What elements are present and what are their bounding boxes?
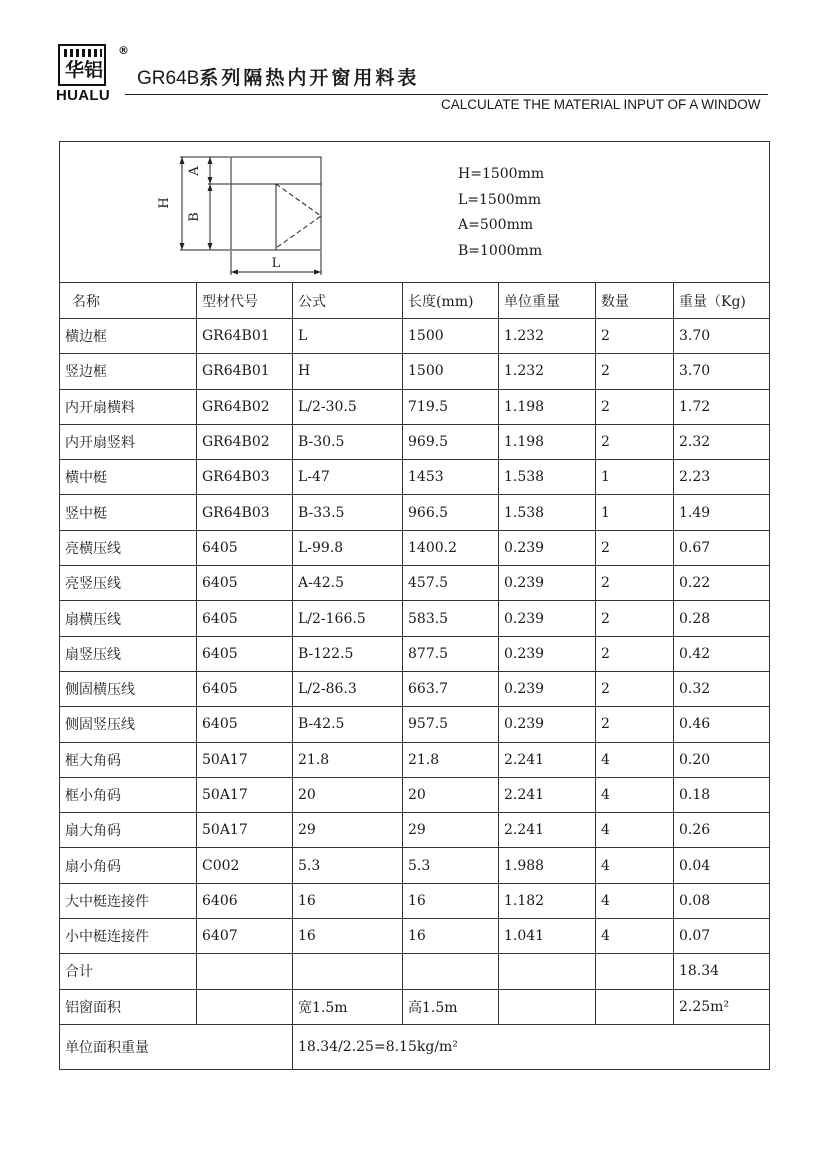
table-cell: GR64B01 xyxy=(197,354,293,389)
table-cell: 2 xyxy=(596,601,674,636)
table-cell: 20 xyxy=(293,777,403,812)
diagram-row xyxy=(60,142,770,283)
table-cell: 2 xyxy=(596,424,674,459)
table-cell: 21.8 xyxy=(403,742,499,777)
logo-box xyxy=(58,44,106,86)
area-height: 高1.5m xyxy=(403,989,499,1024)
h-arrow-top xyxy=(180,157,185,164)
table-cell: 0.42 xyxy=(674,636,770,671)
table-cell: 0.67 xyxy=(674,530,770,565)
a-arrow-top xyxy=(208,157,213,164)
table-cell: 4 xyxy=(596,848,674,883)
table-cell: C002 xyxy=(197,848,293,883)
table-cell: 亮竖压线 xyxy=(60,566,197,601)
table-row xyxy=(60,495,770,530)
table-cell: 侧固横压线 xyxy=(60,671,197,706)
page-subtitle: CALCULATE THE MATERIAL INPUT OF A WINDOW xyxy=(441,97,761,112)
table-cell: 横边框 xyxy=(60,319,197,354)
table-row xyxy=(60,813,770,848)
table-cell: 2.32 xyxy=(674,424,770,459)
table-cell: 框大角码 xyxy=(60,742,197,777)
table-cell: L-99.8 xyxy=(293,530,403,565)
table-row xyxy=(60,424,770,459)
table-cell: 6405 xyxy=(197,601,293,636)
table-cell: GR64B02 xyxy=(197,424,293,459)
unit-weight-label: 单位面积重量 xyxy=(60,1024,293,1069)
table-cell: A-42.5 xyxy=(293,566,403,601)
table-cell: L/2-30.5 xyxy=(293,389,403,424)
column-header: 长度(mm) xyxy=(403,283,499,319)
table-cell: 3.70 xyxy=(674,354,770,389)
column-header: 公式 xyxy=(293,283,403,319)
table-cell: 4 xyxy=(596,883,674,918)
table-cell: 小中梃连接件 xyxy=(60,919,197,954)
table-cell: 0.28 xyxy=(674,601,770,636)
table-cell: GR64B03 xyxy=(197,495,293,530)
table-cell: 3.70 xyxy=(674,319,770,354)
hualu-logo xyxy=(58,44,118,102)
dim-h: H=1500mm xyxy=(458,166,545,182)
table-cell: L-47 xyxy=(293,460,403,495)
table-cell: 0.26 xyxy=(674,813,770,848)
table-cell: 877.5 xyxy=(403,636,499,671)
table-cell: 0.20 xyxy=(674,742,770,777)
table-cell: 966.5 xyxy=(403,495,499,530)
table-row xyxy=(60,848,770,883)
table-cell: 1.232 xyxy=(499,319,596,354)
material-table xyxy=(59,141,770,1070)
label-b: B xyxy=(187,212,202,222)
label-l: L xyxy=(271,256,281,271)
table-cell: B-42.5 xyxy=(293,707,403,742)
total-label: 合计 xyxy=(60,954,197,989)
table-cell: 16 xyxy=(403,919,499,954)
table-cell: L/2-86.3 xyxy=(293,671,403,706)
table-cell: 内开扇横料 xyxy=(60,389,197,424)
empty-cell xyxy=(293,954,403,989)
table-cell: GR64B02 xyxy=(197,389,293,424)
table-row xyxy=(60,671,770,706)
table-cell: 6407 xyxy=(197,919,293,954)
table-cell: 2 xyxy=(596,671,674,706)
table-cell: 2 xyxy=(596,530,674,565)
table-cell: L/2-166.5 xyxy=(293,601,403,636)
table-cell: 0.239 xyxy=(499,530,596,565)
table-cell: 6406 xyxy=(197,883,293,918)
dim-a: A=500mm xyxy=(458,217,534,233)
b-arrow-bottom xyxy=(208,243,213,250)
table-cell: GR64B01 xyxy=(197,319,293,354)
table-cell: 20 xyxy=(403,777,499,812)
table-cell: 1.041 xyxy=(499,919,596,954)
registered-mark: ® xyxy=(118,44,129,57)
table-row xyxy=(60,919,770,954)
table-cell: B-30.5 xyxy=(293,424,403,459)
table-row xyxy=(60,636,770,671)
dim-b: B=1000mm xyxy=(458,242,543,259)
table-cell: 1 xyxy=(596,495,674,530)
table-cell: 29 xyxy=(293,813,403,848)
table-cell: 2 xyxy=(596,389,674,424)
window-diagram xyxy=(60,142,769,282)
empty-cell xyxy=(499,954,596,989)
table-cell: 2.23 xyxy=(674,460,770,495)
table-cell: 29 xyxy=(403,813,499,848)
total-weight: 18.34 xyxy=(674,954,770,989)
table-row xyxy=(60,707,770,742)
table-cell: 2 xyxy=(596,636,674,671)
header-rule xyxy=(125,94,768,95)
table-cell: 50A17 xyxy=(197,742,293,777)
table-cell: 719.5 xyxy=(403,389,499,424)
title-model: GR64B xyxy=(137,68,200,89)
dim-l: L=1500mm xyxy=(458,191,542,208)
logo-stripes-icon xyxy=(64,49,102,57)
table-cell: 0.46 xyxy=(674,707,770,742)
table-row xyxy=(60,777,770,812)
column-header: 重量（Kg) xyxy=(674,283,770,319)
empty-cell xyxy=(499,989,596,1024)
table-cell: 1.988 xyxy=(499,848,596,883)
table-cell: 0.239 xyxy=(499,636,596,671)
table-cell: 2 xyxy=(596,707,674,742)
page-title xyxy=(137,64,419,92)
table-cell: B-33.5 xyxy=(293,495,403,530)
total-row xyxy=(60,954,770,989)
table-cell: 6405 xyxy=(197,671,293,706)
table-cell: L xyxy=(293,319,403,354)
empty-cell xyxy=(596,989,674,1024)
table-row xyxy=(60,319,770,354)
table-row xyxy=(60,742,770,777)
table-row xyxy=(60,354,770,389)
area-label: 铝窗面积 xyxy=(60,989,197,1024)
table-row xyxy=(60,460,770,495)
table-cell: 0.04 xyxy=(674,848,770,883)
table-cell: 583.5 xyxy=(403,601,499,636)
table-cell: 16 xyxy=(403,883,499,918)
table-cell: 5.3 xyxy=(293,848,403,883)
table-cell: 6405 xyxy=(197,636,293,671)
unit-weight-row xyxy=(60,1024,770,1069)
table-row xyxy=(60,883,770,918)
table-row xyxy=(60,566,770,601)
table-cell: 21.8 xyxy=(293,742,403,777)
empty-cell xyxy=(403,954,499,989)
table-cell: 1.72 xyxy=(674,389,770,424)
table-cell: 1500 xyxy=(403,354,499,389)
table-cell: 竖边框 xyxy=(60,354,197,389)
h-arrow-bottom xyxy=(180,243,185,250)
table-cell: 16 xyxy=(293,919,403,954)
table-cell: 1.49 xyxy=(674,495,770,530)
table-cell: 1453 xyxy=(403,460,499,495)
area-value: 2.25m² xyxy=(674,989,770,1024)
table-cell: 957.5 xyxy=(403,707,499,742)
table-cell: 0.239 xyxy=(499,601,596,636)
table-cell: 1.182 xyxy=(499,883,596,918)
title-cn: 系列隔热内开窗用料表 xyxy=(199,67,420,89)
table-cell: 0.07 xyxy=(674,919,770,954)
table-cell: 4 xyxy=(596,742,674,777)
empty-cell xyxy=(596,954,674,989)
table-cell: 内开扇竖料 xyxy=(60,424,197,459)
table-cell: 横中梃 xyxy=(60,460,197,495)
table-cell: 4 xyxy=(596,813,674,848)
table-cell: 2 xyxy=(596,319,674,354)
header-row xyxy=(60,283,770,319)
unit-weight-value: 18.34/2.25=8.15kg/m² xyxy=(293,1024,770,1069)
table-cell: 0.08 xyxy=(674,883,770,918)
table-cell: 0.239 xyxy=(499,566,596,601)
table-cell: 16 xyxy=(293,883,403,918)
table-cell: 0.239 xyxy=(499,707,596,742)
table-cell: 扇小角码 xyxy=(60,848,197,883)
table-cell: 2.241 xyxy=(499,742,596,777)
l-arrow-left xyxy=(231,270,238,275)
table-cell: 亮横压线 xyxy=(60,530,197,565)
b-arrow-top xyxy=(208,184,213,191)
table-cell: B-122.5 xyxy=(293,636,403,671)
logo-cn-text: 华铝 xyxy=(64,59,103,81)
table-cell: 0.22 xyxy=(674,566,770,601)
table-cell: 50A17 xyxy=(197,813,293,848)
table-cell: 1500 xyxy=(403,319,499,354)
table-cell: 2.241 xyxy=(499,777,596,812)
table-cell: 扇竖压线 xyxy=(60,636,197,671)
table-cell: 侧固竖压线 xyxy=(60,707,197,742)
table-cell: 1.232 xyxy=(499,354,596,389)
table-cell: 框小角码 xyxy=(60,777,197,812)
table-cell: 5.3 xyxy=(403,848,499,883)
table-cell: 1.198 xyxy=(499,389,596,424)
table-cell: 2 xyxy=(596,354,674,389)
table-cell: 4 xyxy=(596,777,674,812)
area-width: 宽1.5m xyxy=(293,989,403,1024)
table-cell: 0.18 xyxy=(674,777,770,812)
logo-en-text: HUALU xyxy=(56,87,110,104)
column-header: 单位重量 xyxy=(499,283,596,319)
table-row xyxy=(60,601,770,636)
table-cell: 1.538 xyxy=(499,495,596,530)
table-cell: 4 xyxy=(596,919,674,954)
label-a: A xyxy=(187,166,202,176)
table-cell: 6405 xyxy=(197,707,293,742)
table-cell: GR64B03 xyxy=(197,460,293,495)
column-header: 名称 xyxy=(60,283,197,319)
empty-cell xyxy=(197,954,293,989)
table-cell: 0.32 xyxy=(674,671,770,706)
table-row xyxy=(60,530,770,565)
column-header: 数量 xyxy=(596,283,674,319)
label-h: H xyxy=(157,197,172,209)
a-arrow-bottom xyxy=(208,177,213,184)
table-cell: 1.198 xyxy=(499,424,596,459)
area-row xyxy=(60,989,770,1024)
table-cell: 50A17 xyxy=(197,777,293,812)
table-cell: 2.241 xyxy=(499,813,596,848)
opening-indicator xyxy=(276,184,321,248)
table-cell: 969.5 xyxy=(403,424,499,459)
table-cell: 扇大角码 xyxy=(60,813,197,848)
table-cell: 2 xyxy=(596,566,674,601)
table-cell: 扇横压线 xyxy=(60,601,197,636)
table-cell: 457.5 xyxy=(403,566,499,601)
table-cell: 6405 xyxy=(197,566,293,601)
empty-cell xyxy=(197,989,293,1024)
table-cell: 6405 xyxy=(197,530,293,565)
table-cell: 1.538 xyxy=(499,460,596,495)
dimension-list xyxy=(458,162,544,264)
table-cell: 663.7 xyxy=(403,671,499,706)
table-cell: 1 xyxy=(596,460,674,495)
column-header: 型材代号 xyxy=(197,283,293,319)
l-arrow-right xyxy=(314,270,321,275)
diagram-cell xyxy=(60,142,770,283)
table-cell: 1400.2 xyxy=(403,530,499,565)
table-cell: H xyxy=(293,354,403,389)
table-cell: 大中梃连接件 xyxy=(60,883,197,918)
table-cell: 竖中梃 xyxy=(60,495,197,530)
table-row xyxy=(60,389,770,424)
table-cell: 0.239 xyxy=(499,671,596,706)
